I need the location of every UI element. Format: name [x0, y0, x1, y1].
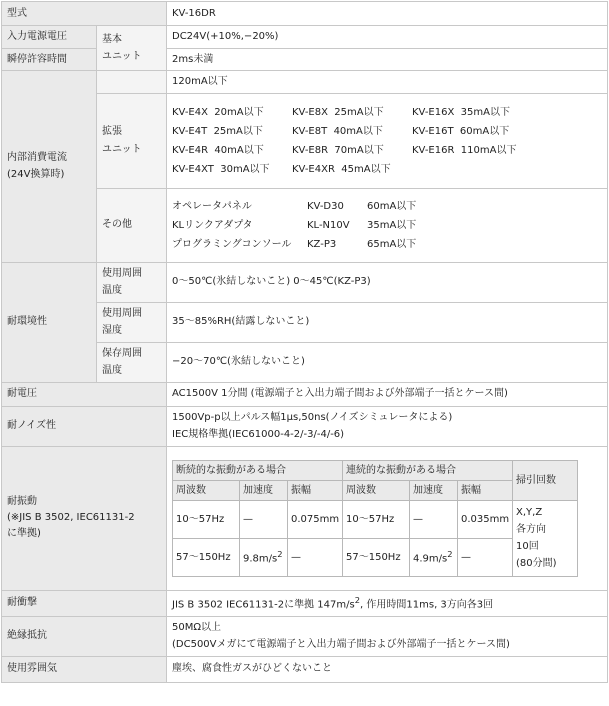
ext-cell: KV-E4X 20mA以下	[172, 106, 264, 118]
withstand-label: 耐電圧	[2, 382, 167, 406]
vib-r2-accel-2-text: 4.9m/s	[413, 553, 448, 565]
vib-r2-accel-2	[410, 538, 458, 576]
other-cell: 65mA以下	[367, 238, 417, 250]
insulation-label: 絶縁抵抗	[2, 616, 167, 656]
model-value: KV-16DR	[167, 2, 608, 26]
vib-r2-accel-1-exp: 2	[277, 548, 283, 559]
vibration-value	[167, 446, 608, 590]
vib-r1-freq-1: 10〜57Hz	[173, 500, 240, 538]
current-base-value: 120mA以下	[167, 71, 608, 94]
ext-cell: KV-E16T 60mA以下	[412, 125, 510, 137]
vib-freq-header-1: 周波数	[173, 480, 240, 500]
vib-r2-freq-1: 57〜150Hz	[173, 538, 240, 576]
vib-r1-freq-2: 10〜57Hz	[343, 500, 410, 538]
ext-grid	[172, 103, 592, 179]
vib-r1-accel-2: —	[410, 500, 458, 538]
current-other-list	[167, 188, 608, 262]
ext-cell: KV-E8R 70mA以下	[292, 144, 384, 156]
noise-line-2: IEC規格準拠(IEC61000-4-2/-3/-4/-6)	[172, 429, 345, 440]
vib-freq-header-2: 周波数	[343, 480, 410, 500]
other-grid	[172, 197, 472, 254]
vib-accel-header-1: 加速度	[240, 480, 288, 500]
vib-amp-header-2: 振幅	[458, 480, 513, 500]
ext-cell: KV-E4XT 30mA以下	[172, 163, 270, 175]
vib-intermittent-header: 断続的な振動がある場合	[173, 460, 343, 480]
insulation-line-2: (DC500Vメガにて電源端子と入出力端子間および外部端子一括とケース間)	[172, 639, 510, 650]
vib-accel-header-2: 加速度	[410, 480, 458, 500]
other-cell: KLリンクアダプタ	[172, 219, 253, 231]
other-cell: プログラミングコンソール	[172, 238, 292, 250]
vib-r1-accel-1: —	[240, 500, 288, 538]
op-hum-value: 35〜85%RH(結露しないこと)	[167, 302, 608, 342]
vibration-label: 耐振動 (※JIS B 3502, IEC61131-2 に準拠)	[2, 446, 167, 590]
vib-amp-header-1: 振幅	[288, 480, 343, 500]
current-label: 内部消費電流 (24V換算時)	[2, 71, 97, 263]
ext-cell: KV-E8T 40mA以下	[292, 125, 383, 137]
spec-table	[1, 1, 608, 683]
withstand-value: AC1500V 1分間 (電源端子と入出力端子間および外部端子一括とケース間)	[167, 382, 608, 406]
insulation-line-1: 50MΩ以上	[172, 621, 221, 633]
ext-cell: KV-E8X 25mA以下	[292, 106, 384, 118]
other-cell: KL-N10V	[307, 219, 350, 231]
shock-value	[167, 590, 608, 616]
other-cell: オペレータパネル	[172, 200, 252, 212]
other-cell: KV-D30	[307, 200, 344, 212]
ext-row	[172, 103, 592, 122]
momentary-label: 瞬停許容時間	[2, 48, 97, 71]
vib-r1-amp-2: 0.035mm	[458, 500, 513, 538]
op-temp-label: 使用周囲 温度	[97, 262, 167, 302]
current-other-label: その他	[97, 188, 167, 262]
other-row	[172, 235, 472, 254]
model-label: 型式	[2, 2, 167, 26]
other-cell: 60mA以下	[367, 200, 417, 212]
shock-label: 耐衝撃	[2, 590, 167, 616]
st-temp-label: 保存周囲 温度	[97, 342, 167, 382]
vib-r1-amp-1: 0.075mm	[288, 500, 343, 538]
vib-r2-freq-2: 57〜150Hz	[343, 538, 410, 576]
ext-row	[172, 160, 592, 179]
ext-row	[172, 141, 592, 160]
vib-r2-amp-2: —	[458, 538, 513, 576]
vib-r2-amp-1: —	[288, 538, 343, 576]
env-label: 耐環境性	[2, 262, 97, 382]
ext-cell: KV-E16R 110mA以下	[412, 144, 517, 156]
current-ext-list	[167, 93, 608, 188]
current-ext-label: 拡張 ユニット	[97, 93, 167, 188]
ext-cell	[412, 160, 592, 179]
vib-r2-accel-1-text: 9.8m/s	[243, 553, 278, 565]
ext-cell: KV-E4XR 45mA以下	[292, 163, 391, 175]
noise-label: 耐ノイズ性	[2, 406, 167, 446]
current-base-sublabel	[97, 71, 167, 94]
vib-r2-accel-1	[240, 538, 288, 576]
vib-sweep-value: X,Y,Z 各方向 10回 (80分間)	[513, 500, 578, 576]
shock-value-b: , 作用時間11ms, 3方向各3回	[360, 598, 494, 610]
insulation-value	[167, 616, 608, 656]
noise-line-1: 1500Vp-p以上パルス幅1μs,50ns(ノイズシミュレータによる)	[172, 411, 453, 423]
st-temp-value: −20〜70℃(氷結しないこと)	[167, 342, 608, 382]
atmosphere-label: 使用雰囲気	[2, 656, 167, 682]
other-row	[172, 197, 472, 216]
vib-sweep-header: 掃引回数	[513, 460, 578, 500]
input-voltage-value: DC24V(+10%,−20%)	[167, 26, 608, 49]
ext-row	[172, 122, 592, 141]
vibration-table	[172, 460, 578, 577]
shock-exp: 2	[354, 594, 361, 605]
noise-value	[167, 406, 608, 446]
other-cell: 35mA以下	[367, 219, 417, 231]
shock-value-a: JIS B 3502 IEC61131-2に準拠 147m/s	[172, 598, 355, 610]
other-row	[172, 216, 472, 235]
vib-r2-accel-2-exp: 2	[447, 548, 453, 559]
ext-cell: KV-E16X 35mA以下	[412, 106, 510, 118]
atmosphere-value: 塵埃、腐食性ガスがひどくないこと	[167, 656, 608, 682]
base-unit-label: 基本 ユニット	[97, 26, 167, 71]
ext-cell: KV-E4R 40mA以下	[172, 144, 264, 156]
vib-continuous-header: 連続的な振動がある場合	[343, 460, 513, 480]
ext-cell: KV-E4T 25mA以下	[172, 125, 263, 137]
op-temp-value: 0〜50℃(氷結しないこと) 0〜45℃(KZ-P3)	[167, 262, 608, 302]
other-cell: KZ-P3	[307, 238, 337, 250]
input-voltage-label: 入力電源電圧	[2, 26, 97, 49]
momentary-value: 2ms未満	[167, 48, 608, 71]
op-hum-label: 使用周囲 湿度	[97, 302, 167, 342]
